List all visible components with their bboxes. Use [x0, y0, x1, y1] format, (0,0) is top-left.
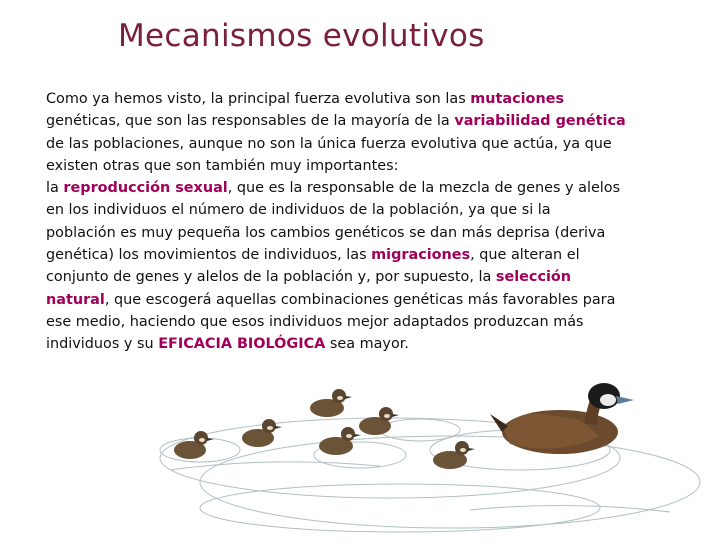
- text-line: [46, 110, 696, 132]
- text-line: [46, 177, 696, 199]
- body-paragraph: [46, 88, 696, 356]
- text-line: [46, 266, 696, 288]
- text-segment: sea mayor.: [325, 336, 409, 353]
- highlighted-term: mutaciones: [470, 91, 565, 107]
- text-segment: ese medio, haciendo que esos individuos mejor adaptados produzcan más: [46, 313, 584, 330]
- text-segment: Como ya hemos visto, la principal fuerza evolutiva son las: [46, 91, 471, 107]
- text-segment: , que alteran el: [470, 247, 580, 264]
- text-line: [46, 289, 696, 311]
- text-line: [46, 311, 696, 333]
- text-segment: de las poblaciones, aunque no son la única fuerza evolutiva que actúa, ya que: [46, 135, 612, 152]
- highlighted-term: selección: [495, 269, 572, 286]
- duckling: [319, 427, 361, 455]
- text-line: [46, 244, 696, 266]
- highlighted-term: variabilidad genética: [454, 113, 626, 130]
- text-line: [46, 88, 696, 110]
- text-segment: población es muy pequeña los cambios genéticos se dan más deprisa (deriva: [46, 224, 606, 241]
- text-segment: , que es la responsable de la mezcla de genes y alelos: [227, 180, 621, 197]
- text-segment: genética) los movimientos de individuos, las: [46, 247, 372, 264]
- text-line: [46, 155, 696, 177]
- highlighted-term: natural: [46, 291, 105, 308]
- duckling: [174, 431, 214, 459]
- adult-duck: [490, 383, 634, 454]
- text-segment: existen otras que son también muy importantes:: [46, 157, 399, 174]
- page-title: Mecanismos evolutivos: [118, 18, 485, 54]
- text-segment: conjunto de genes y alelos de la población y, por supuesto, la: [46, 269, 496, 286]
- text-segment: individuos y su: [46, 336, 159, 353]
- text-segment: en los individuos el número de individuos de la población, ya que si la: [46, 202, 551, 219]
- text-line: [46, 133, 696, 155]
- duckling: [310, 389, 352, 417]
- highlighted-term: migraciones: [371, 247, 471, 264]
- duckling: [359, 407, 399, 435]
- text-segment: , que escogerá aquellas combinaciones genéticas más favorables para: [104, 291, 616, 308]
- text-segment: la: [46, 180, 64, 197]
- highlighted-term: EFICACIA BIOLÓGICA: [158, 336, 326, 353]
- duck-family-icon: [150, 370, 710, 540]
- duckling: [433, 441, 475, 469]
- highlighted-term: reproducción sexual: [63, 180, 228, 197]
- text-line: [46, 222, 696, 244]
- text-line: [46, 199, 696, 221]
- duck-family-illustration: [150, 370, 710, 540]
- text-line: [46, 333, 696, 355]
- text-segment: genéticas, que son las responsables de la mayoría de la: [46, 113, 455, 130]
